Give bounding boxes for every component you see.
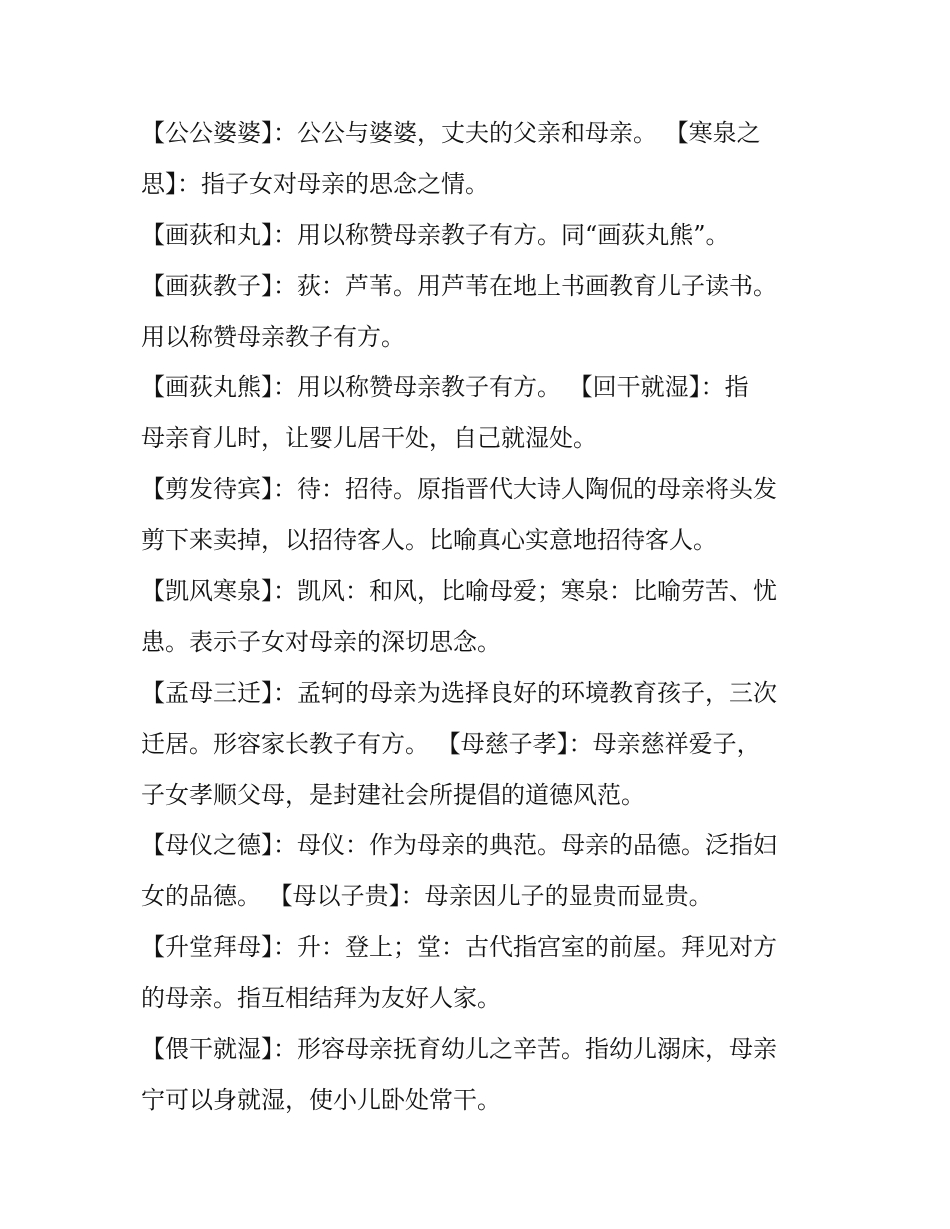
text-line: 【偎干就湿】：形容母亲抚育幼儿之辛苦。指幼儿溺床，母亲 bbox=[141, 1035, 777, 1064]
document-body bbox=[141, 108, 821, 1126]
text-line: 【母仪之德】：母仪：作为母亲的典范。母亲的品德。泛指妇 bbox=[141, 831, 777, 860]
text-line: 【画荻教子】：荻：芦苇。用芦苇在地上书画教育儿子读书。 bbox=[141, 271, 777, 300]
text-line: 【画荻丸熊】：用以称赞母亲教子有方。 【回干就湿】：指 bbox=[141, 373, 749, 402]
text-line: 女的品德。 【母以子贵】：母亲因儿子的显贵而显贵。 bbox=[141, 882, 713, 911]
text-line: 【升堂拜母】：升：登上；堂：古代指宫室的前屋。拜见对方 bbox=[141, 933, 777, 962]
text-line: 思】：指子女对母亲的思念之情。 bbox=[141, 169, 489, 198]
text-line: 用以称赞母亲教子有方。 bbox=[141, 322, 405, 351]
text-line: 的母亲。指互相结拜为友好人家。 bbox=[141, 984, 501, 1013]
text-line: 【剪发待宾】：待：招待。原指晋代大诗人陶侃的母亲将头发 bbox=[141, 475, 777, 504]
text-line: 【凯风寒泉】：凯风：和风，比喻母爱；寒泉：比喻劳苦、忧 bbox=[141, 577, 777, 606]
text-line: 母亲育儿时，让婴儿居干处，自己就湿处。 bbox=[141, 424, 597, 453]
text-line: 【公公婆婆】：公公与婆婆，丈夫的父亲和母亲。 【寒泉之 bbox=[141, 119, 761, 147]
text-line: 剪下来卖掉，以招待客人。比喻真心实意地招待客人。 bbox=[141, 526, 717, 555]
text-line: 患。表示子女对母亲的深切思念。 bbox=[141, 627, 501, 656]
text-line: 【画荻和丸】：用以称赞母亲教子有方。同“画荻丸熊”。 bbox=[141, 220, 730, 249]
text-line: 宁可以身就湿，使小儿卧处常干。 bbox=[141, 1085, 501, 1114]
text-line: 【孟母三迁】：孟轲的母亲为选择良好的环境教育孩子，三次 bbox=[141, 678, 777, 707]
text-line: 迁居。形容家长教子有方。 【母慈子孝】：母亲慈祥爱子， bbox=[141, 729, 761, 758]
text-line: 子女孝顺父母，是封建社会所提倡的道德风范。 bbox=[141, 780, 645, 809]
